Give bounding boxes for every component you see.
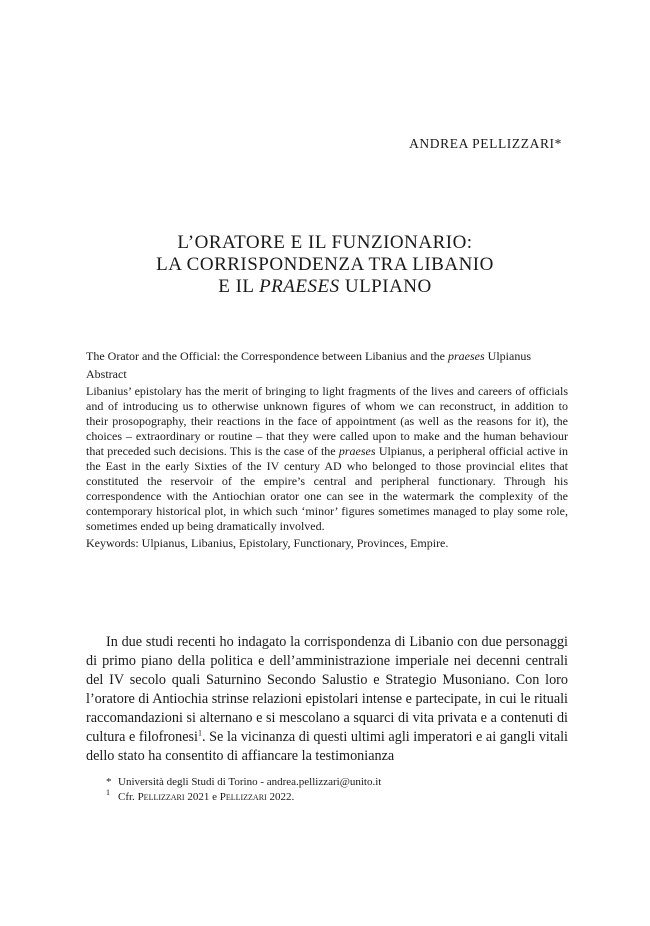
title-line-3-suffix: ULPIANO <box>339 276 432 297</box>
footnote-affiliation <box>106 775 568 790</box>
body-paragraph <box>86 633 568 766</box>
title-line-2: LA CORRISPONDENZA TRA LIBANIO <box>156 254 494 275</box>
footnote-prefix: Cfr. <box>118 791 138 803</box>
abstract-section <box>86 349 568 551</box>
author-name: ANDREA PELLIZZARI* <box>409 136 562 151</box>
body-paragraph-part1: In due studi recenti ho indagato la corrispondenza di Libanio con due personaggi di primo piano della politica e dell’amministrazione imperiale nei decenni centrali del IV secolo quali Saturnino Secondo Salustio e Strategio Musoniano. Con loro l’oratore di Antiochia strinse relazioni epistolari intense e partecipate, in cui le rituali raccomandazioni si alternano e si mescolano a squarci di vita privata e a contenuti di cultura e filofronesi <box>86 634 568 745</box>
english-title-part2: Ulpianus <box>484 349 531 363</box>
main-text <box>86 633 568 766</box>
abstract-body-italic: praeses <box>338 444 376 458</box>
abstract-body-part1: Libanius’ epistolary has the merit of bringing to light fragments of the lives and careers of officials and of introducing us to otherwise unknown figures of whom we can reconstruct, in addition to their prosopography, their reactions in the face of appointment (as well as the reasons for it), the choices – extraordinary or routine – that they were called upon to make and the human behaviour that preceded such decisions. This is the case of the <box>86 384 568 458</box>
title-line-3-italic: PRAESES <box>259 276 340 297</box>
footnote-text: Università degli Studi di Torino - andrea.pellizzari@unito.it <box>118 776 382 788</box>
abstract-body-part2: Ulpianus, a peripheral official active in the East in the early Sixties of the IV century AD who belonged to those provincial elites that constituted the reservoir of the empire’s central and peripheral functionary. Through his correspondence with the Antiochian orator one can see in the watermark the complexity of the contemporary historical plot, in which such ‘minor’ figures sometimes managed to play some role, sometimes ended up being dramatically involved. <box>86 444 568 533</box>
citation-author: Pellizzari <box>219 791 267 803</box>
english-title-part1: The Orator and the Official: the Correspondence between Libanius and the <box>86 349 448 363</box>
title-line-3 <box>0 276 650 298</box>
title-line-3-prefix: E IL <box>218 276 260 297</box>
footnote-reference[interactable]: 1 <box>198 728 203 738</box>
footnote-mark: * <box>106 776 112 788</box>
body-paragraph-part2: . Se la vicinanza di questi ultimi agli imperatori e ai gangli vitali dello stato ha consentito di affiancare la testimonianza <box>86 729 568 764</box>
footnotes <box>106 775 568 805</box>
footnote-mid: 2021 e <box>184 791 220 803</box>
footnote-citation: $^1$ Cfr. Pellizzari 2021 e Pellizzari 2022. <box>106 788 295 803</box>
citation-author: Pellizzari <box>137 791 185 803</box>
abstract-body <box>86 384 568 534</box>
title-line-1: L’ORATORE E IL FUNZIONARIO: <box>177 232 473 253</box>
english-title <box>86 349 568 364</box>
footnote-suffix: 2022. <box>266 791 295 803</box>
keywords: Keywords: Ulpianus, Libanius, Epistolary, Functionary, Provinces, Empire. <box>86 536 449 550</box>
english-title-italic: praeses <box>447 349 485 363</box>
article-title <box>0 232 650 298</box>
abstract-heading: Abstract <box>86 367 127 381</box>
